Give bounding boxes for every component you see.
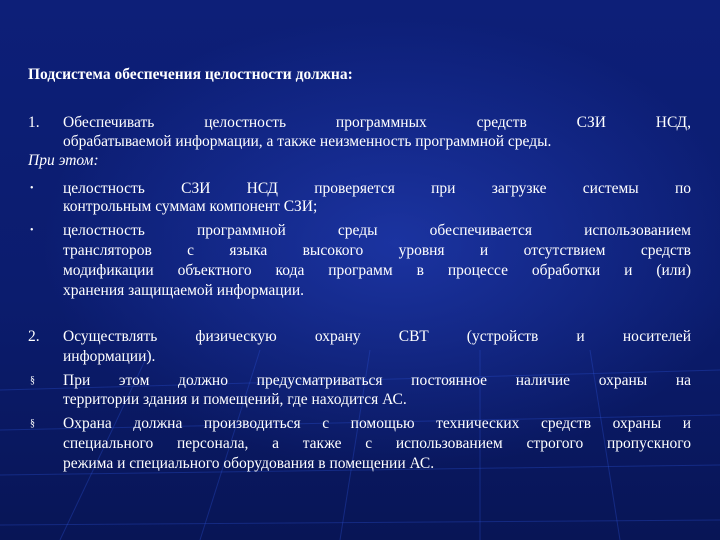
section1-bullet1-line2: контрольным суммам компонент СЗИ; bbox=[63, 198, 318, 215]
section1-line2: обрабатываемой информации, а также неизменность программной среды. bbox=[63, 133, 552, 150]
section2-bullet2-line2: специального персонала, а также с использованием строгого пропускного bbox=[63, 435, 691, 452]
section1-bullet1-line1: целостность СЗИ НСД проверяется при загрузке системы по bbox=[63, 180, 691, 197]
section2-bullet1-line1: При этом должно предусматриваться постоянное наличие охраны на bbox=[63, 372, 691, 389]
bullet-marker: § bbox=[30, 375, 35, 386]
section2-bullet2-line3: режима и специального оборудования в помещении АС. bbox=[63, 455, 435, 472]
section1-bullet2-line3: модификации объектного кода программ в процессе обработки и (или) bbox=[63, 262, 691, 279]
slide-title: Подсистема обеспечения целостности должна: bbox=[28, 66, 353, 83]
section1-bullet2-line2: трансляторов с языка высокого уровня и отсутствием средств bbox=[63, 242, 691, 259]
section1-bullet2-line1: целостность программной среды обеспечивается использованием bbox=[63, 222, 691, 239]
bullet-marker: • bbox=[30, 183, 34, 194]
section2-line1: Осуществлять физическую охрану СВТ (устройств и носителей bbox=[63, 328, 691, 345]
section1-note: При этом: bbox=[28, 152, 99, 169]
section2-line2: информации). bbox=[63, 348, 156, 365]
section1-bullet2-line4: хранения защищаемой информации. bbox=[63, 282, 305, 299]
bullet-marker: • bbox=[30, 225, 34, 236]
section1-line1: Обеспечивать целостность программных средств СЗИ НСД, bbox=[63, 114, 691, 131]
section2-bullet1-line2: территории здания и помещений, где находится АС. bbox=[63, 391, 407, 408]
section2-bullet2-line1: Охрана должна производиться с помощью технических средств охраны и bbox=[63, 415, 691, 432]
bullet-marker: § bbox=[30, 418, 35, 429]
section2-number: 2. bbox=[28, 328, 40, 345]
section1-number: 1. bbox=[28, 114, 40, 131]
